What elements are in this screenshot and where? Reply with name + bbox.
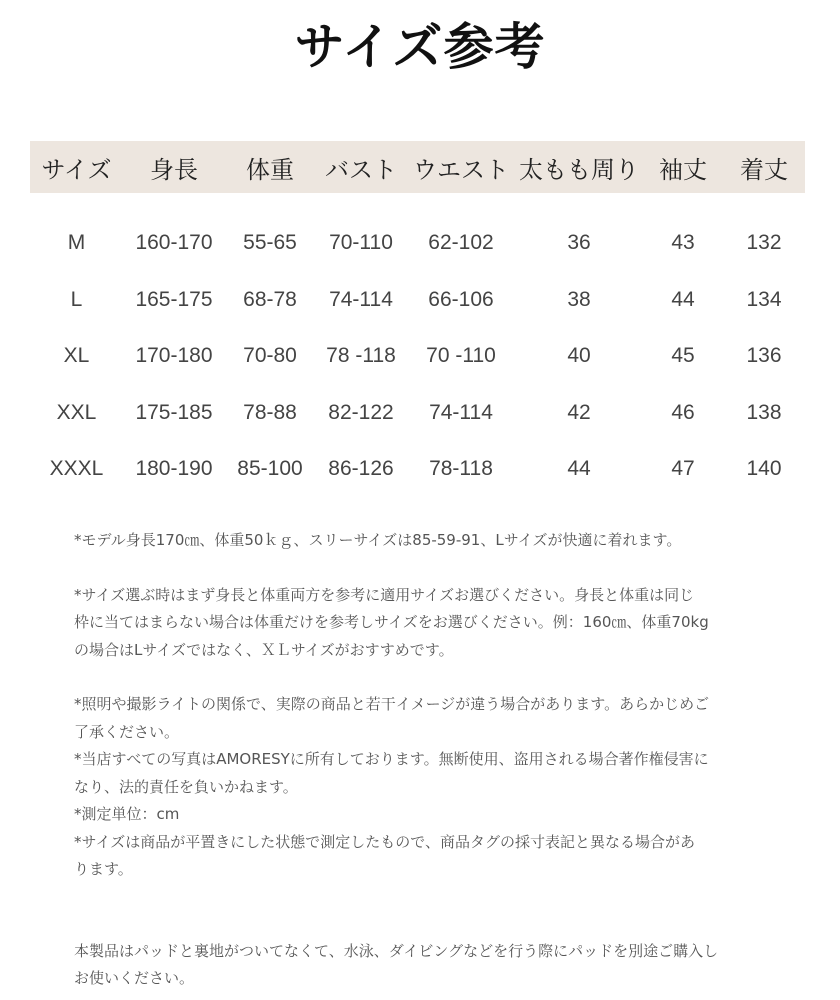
cell-length: 134 (746, 287, 782, 311)
cell-height: 180-190 (135, 457, 213, 481)
table-header-row (30, 141, 805, 193)
cell-bust: 86-126 (328, 457, 394, 481)
cell-weight: 85-100 (237, 457, 303, 481)
size-chart-table (30, 141, 805, 498)
header-thigh: 太もも周り (515, 141, 643, 193)
cell-length: 132 (746, 231, 782, 255)
cell-waist: 66-106 (428, 287, 494, 311)
cell-weight: 55-65 (243, 231, 297, 255)
cell-sleeve: 43 (671, 231, 695, 255)
header-weight: 体重 (225, 141, 315, 193)
notes-section (74, 527, 774, 993)
cell-weight: 78-88 (243, 400, 297, 424)
cell-thigh: 36 (567, 231, 591, 255)
table-row (30, 441, 805, 498)
cell-thigh: 38 (567, 287, 591, 311)
cell-waist: 78-118 (429, 457, 493, 481)
cell-sleeve: 47 (671, 457, 695, 481)
note-copyright-line: *当店すべての写真はAMORESYに所有しております。無断使用、盗用される場合著作権侵害に (74, 750, 709, 768)
cell-bust: 82-122 (328, 400, 394, 424)
cell-sleeve: 46 (671, 400, 695, 424)
cell-sleeve: 45 (671, 344, 695, 368)
cell-thigh: 44 (567, 457, 591, 481)
header-length: 着丈 (723, 141, 805, 193)
cell-thigh: 42 (567, 400, 591, 424)
page-title: サイズ参考 (294, 18, 546, 76)
cell-bust: 78 -118 (326, 344, 396, 368)
cell-size: XL (63, 344, 90, 368)
cell-weight: 68-78 (243, 287, 297, 311)
cell-length: 138 (746, 400, 782, 424)
cell-height: 165-175 (135, 287, 213, 311)
cell-height: 170-180 (135, 344, 213, 368)
table-row (30, 385, 805, 442)
cell-bust: 70-110 (329, 231, 393, 255)
cell-length: 140 (746, 457, 782, 481)
note-select-line: の場合はLサイズではなく、ＸＬサイズがおすすめです。 (74, 640, 454, 659)
header-height: 身長 (123, 141, 225, 193)
cell-length: 136 (746, 344, 782, 368)
note-copyright-line: なり、法的責任を負いかねます。 (74, 777, 298, 796)
note-unit: *測定単位：cm (74, 805, 180, 823)
cell-bust: 74-114 (329, 287, 393, 311)
table-row (30, 272, 805, 329)
header-sleeve: 袖丈 (643, 141, 723, 193)
note-select-line: *サイズ選ぶ時はまず身長と体重両方を参考に適用サイズお選びください。身長と体重は同じ (74, 585, 695, 604)
note-lighting-line: *照明や撮影ライトの関係で、実際の商品と若干イメージが違う場合があります。あらかじめご (74, 695, 710, 713)
cell-size: M (67, 231, 86, 255)
header-size: サイズ (30, 141, 123, 193)
cell-height: 160-170 (135, 231, 213, 255)
note-model: *モデル身長170㎝、体重50ｋｇ、スリーサイズは85-59-91、Lサイズが快適に着れます。 (74, 531, 682, 549)
note-lighting-line: 了承ください。 (74, 722, 180, 741)
cell-waist: 62-102 (428, 231, 494, 255)
note-product-line: お使いください。 (74, 969, 195, 987)
cell-height: 175-185 (135, 400, 213, 424)
cell-sleeve: 44 (671, 287, 695, 311)
note-product-line: 本製品はパッドと裏地がついてなくて、水泳、ダイビングなどを行う際にパッドを別途ご購入し (74, 941, 719, 960)
cell-size: XXXL (49, 457, 104, 481)
cell-size: L (70, 287, 83, 311)
cell-waist: 74-114 (429, 400, 493, 424)
cell-weight: 70-80 (243, 344, 297, 368)
header-waist: ウエスト (407, 141, 515, 193)
note-select-line: 枠に当てはまらない場合は体重だけを参考しサイズをお選びください。例：160㎝、体重70kg (74, 613, 709, 631)
header-bust: バスト (315, 141, 407, 193)
table-row (30, 193, 805, 272)
table-row (30, 328, 805, 385)
cell-thigh: 40 (567, 344, 591, 368)
note-measure-line: *サイズは商品が平置きにした状態で測定したもので、商品タグの採寸表記と異なる場合があ (74, 832, 696, 851)
cell-waist: 70 -110 (426, 344, 496, 368)
cell-size: XXL (56, 400, 97, 424)
note-measure-line: ります。 (74, 860, 133, 878)
